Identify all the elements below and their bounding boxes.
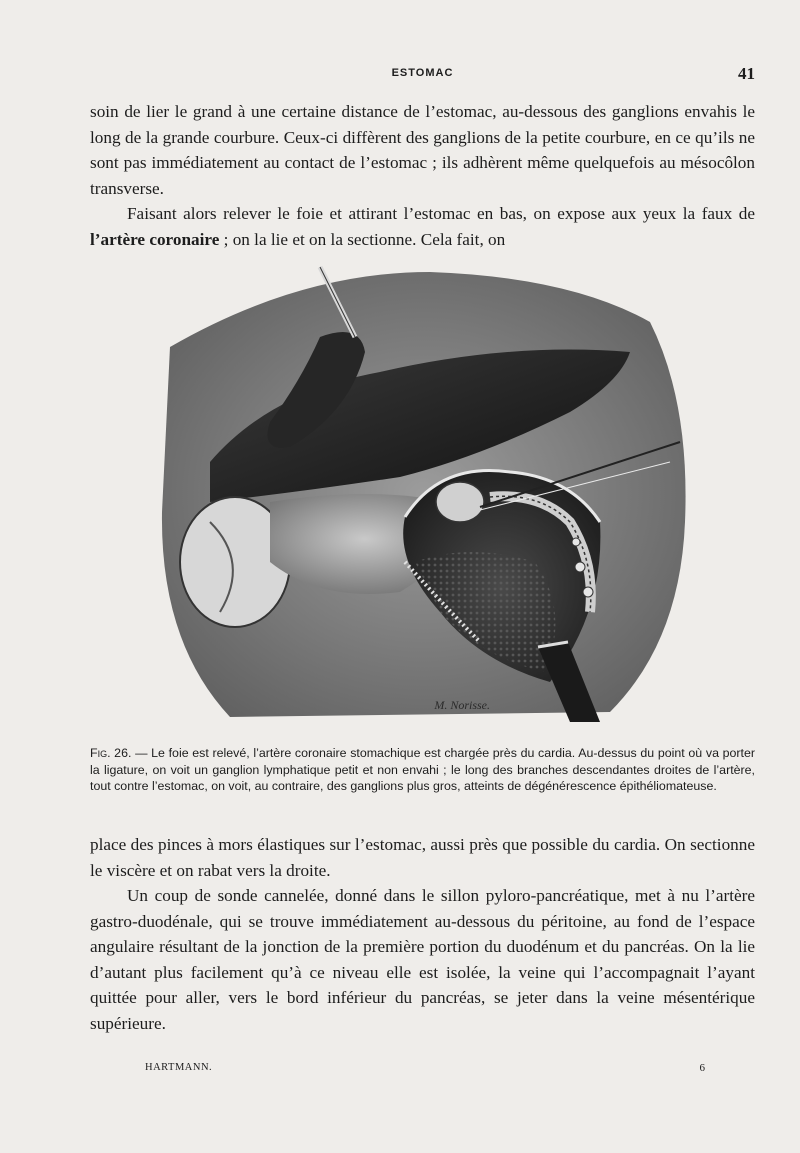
figure-label: Fig. 26. [90, 746, 132, 760]
caption-body: — Le foie est relevé, l’artère coronaire stomachique est chargée près du cardia. Au-dessus du point où va porter la ligature, on voit un ganglion lymphatique petit et non envahi ; le long des branches descendantes droites de l’artère, tout contre l’estomac, on voit, au contraire, des ganglions plus gros, atteints de dégénérescence épithéliomateuse. [90, 746, 756, 793]
paragraph [90, 201, 755, 252]
paragraph: place des pinces à mors élastiques sur l’estomac, aussi près que possible du cardia. On sectionne le viscère et on rabat vers la droite. [90, 835, 755, 880]
page-header [90, 64, 755, 84]
signature-mark: 6 [699, 1062, 705, 1074]
caption-text [90, 745, 755, 795]
illustrator-signature: M. Norisse. [434, 698, 490, 712]
running-head: ESTOMAC [391, 67, 454, 79]
anatomical-illustration [150, 262, 690, 722]
figure-caption [90, 745, 755, 795]
paragraph: Un coup de sonde cannelée, donné dans le sillon pyloro-pancréatique, met à nu l’artère gastro-duodénale, qui se trouve immédiatement au-dessous du péritoine, au fond de l’espace angulaire résultant de la jonction de la première portion du duodénum et du pancréas. On la lie d’autant plus facilement qu’à ce niveau elle est isolée, la veine qui l’accompagnait l’ayant quittée pour aller, vers le bord inférieur du pancréas, se jeter dans la veine mésentérique supérieure. [90, 886, 755, 1033]
page-footer [145, 1062, 705, 1078]
body-text-top [90, 99, 755, 252]
text-run: Faisant alors relever le foie et attirant l’estomac en bas, on expose aux yeux la faux de [127, 204, 755, 223]
page-number: 41 [738, 64, 755, 83]
text-run: ; on la lie et on la sectionne. Cela fait, on [219, 229, 506, 249]
paragraph: soin de lier le grand à une certaine distance de l’estomac, au-dessous des ganglions envahis le long de la grande courbure. Ceux-ci diffèrent des ganglions de la petite courbure, en ce qu’ils ne sont pas immédiatement au contact de l’estomac ; ils adhèrent même quelquefois au mésocôlon transverse. [90, 102, 755, 198]
body-text-bottom [90, 832, 755, 1036]
emphasized-term: l’artère coronaire [90, 229, 220, 249]
author-name: HARTMANN. [145, 1062, 213, 1073]
